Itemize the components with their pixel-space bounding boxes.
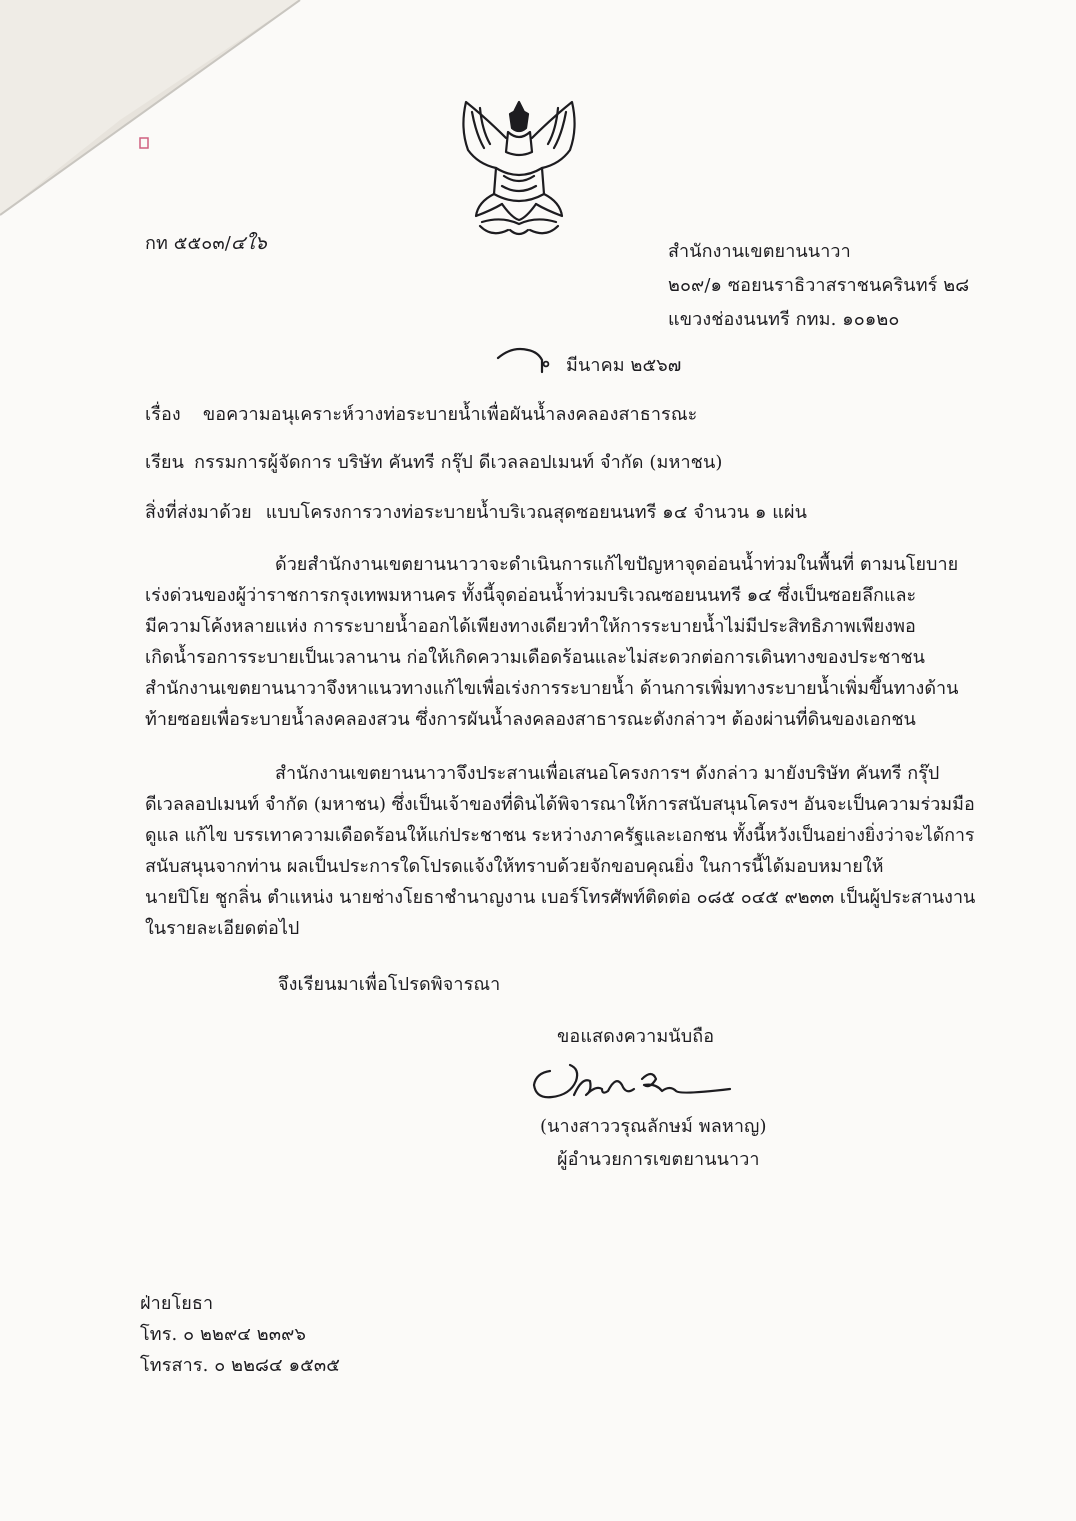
handwritten-signature-icon <box>530 1055 740 1115</box>
paragraph-2-line: นายปิโย ชูกลิ่น ตำแหน่ง นายช่างโยธาชำนาญงาน เบอร์โทรศัพท์ติดต่อ ๐๘๕ ๐๔๕ ๙๒๓๓ เป็นผู้ประสานงาน <box>145 887 976 908</box>
subject-text: ขอความอนุเคราะห์วางท่อระบายน้ำเพื่อผันน้ำลงคลองสาธารณะ <box>202 404 698 425</box>
paragraph-2-line: ในรายละเอียดต่อไป <box>145 918 300 939</box>
paragraph-1-line: มีความโค้งหลายแห่ง การระบายน้ำออกได้เพียงทางเดียวทำให้การระบายน้ำไม่มีประสิทธิภาพเพียงพอ <box>145 616 916 637</box>
closing-text: จึงเรียนมาเพื่อโปรดพิจารณา <box>278 974 501 995</box>
paragraph-1-line: ด้วยสำนักงานเขตยานนาวาจะดำเนินการแก้ไขปัญหาจุดอ่อนน้ำท่วมในพื้นที่ ตามนโยบาย <box>275 554 959 575</box>
paragraph-1-line: เร่งด่วนของผู้ว่าราชการกรุงเทพมหานคร ทั้งนี้จุดอ่อนน้ำท่วมบริเวณซอยนนทรี ๑๔ ซึ่งเป็นซอยลึกและ <box>145 585 917 606</box>
signer-title: ผู้อำนวยการเขตยานนาวา <box>557 1149 760 1170</box>
attachment-text: แบบโครงการวางท่อระบายน้ำบริเวณสุดซอยนนทรี ๑๔ จำนวน ๑ แผ่น <box>265 502 808 523</box>
office-address-line-1: ๒๐๙/๑ ซอยนราธิวาสราชนครินทร์ ๒๘ <box>668 275 970 296</box>
footer-fax: โทรสาร. ๐ ๒๒๘๔ ๑๕๓๕ <box>140 1355 340 1376</box>
regards-text: ขอแสดงความนับถือ <box>557 1026 715 1047</box>
paragraph-1-line: สำนักงานเขตยานนาวาจึงหาแนวทางแก้ไขเพื่อเร่งการระบายน้ำ ด้านการเพิ่มทางระบายน้ำเพิ่มขึ้นทางด้าน <box>145 678 959 699</box>
signer-name: (นางสาววรุณลักษม์ พลหาญ) <box>540 1116 767 1137</box>
paragraph-1-line: ท้ายซอยเพื่อระบายน้ำลงคลองสวน ซึ่งการผันน้ำลงคลองสาธารณะดังกล่าวฯ ต้องผ่านที่ดินของเอกชน <box>145 709 916 730</box>
footer-telephone: โทร. ๐ ๒๒๙๔ ๒๓๙๖ <box>140 1324 306 1345</box>
garuda-emblem-icon <box>452 98 586 243</box>
date-day-handwritten-icon <box>494 340 558 376</box>
recipient-label: เรียน <box>145 452 185 473</box>
office-name: สำนักงานเขตยานนาวา <box>668 241 851 262</box>
letter-date: มีนาคม ๒๕๖๗ <box>566 355 682 376</box>
office-address-line-2: แขวงช่องนนทรี กทม. ๑๐๑๒๐ <box>668 309 900 330</box>
reference-number-handwritten: ๔ใ๖ <box>230 232 267 254</box>
paragraph-2-line: สำนักงานเขตยานนาวาจึงประสานเพื่อเสนอโครงการฯ ดังกล่าว มายังบริษัท คันทรี กรุ๊ป <box>275 763 940 784</box>
paragraph-2-line: ดีเวลลอปเมนท์ จำกัด (มหาชน) ซึ่งเป็นเจ้าของที่ดินได้พิจารณาให้การสนับสนุนโครงฯ อันจะเป็นความร่วมมือ <box>145 794 975 815</box>
body-paragraph-1 <box>145 555 975 745</box>
subject-line <box>145 405 697 425</box>
paragraph-2-line: ดูแล แก้ไข บรรเทาความเดือดร้อนให้แก่ประชาชน ระหว่างภาครัฐและเอกชน ทั้งนี้หวังเป็นอย่างยิ่งว่าจะได้การ <box>145 825 975 846</box>
reference-number <box>145 233 267 254</box>
body-paragraph-2 <box>145 764 975 954</box>
paragraph-1-line: เกิดน้ำรอการระบายเป็นเวลานาน ก่อให้เกิดความเดือดร้อนและไม่สะดวกต่อการเดินทางของประชาชน <box>145 647 925 668</box>
footer-department: ฝ่ายโยธา <box>140 1293 214 1314</box>
recipient-text: กรรมการผู้จัดการ บริษัท คันทรี กรุ๊ป ดีเวลลอปเมนท์ จำกัด (มหาชน) <box>194 452 723 473</box>
subject-label: เรื่อง <box>145 404 181 425</box>
attachment-label: สิ่งที่ส่งมาด้วย <box>145 502 252 523</box>
paragraph-2-line: สนับสนุนจากท่าน ผลเป็นประการใดโปรดแจ้งให้ทราบด้วยจักขอบคุณยิ่ง ในการนี้ได้มอบหมายให้ <box>145 856 884 877</box>
attachment-line <box>145 503 807 523</box>
reference-number-text: กท ๕๕๐๓/ <box>145 233 231 254</box>
recipient-line <box>145 453 723 473</box>
